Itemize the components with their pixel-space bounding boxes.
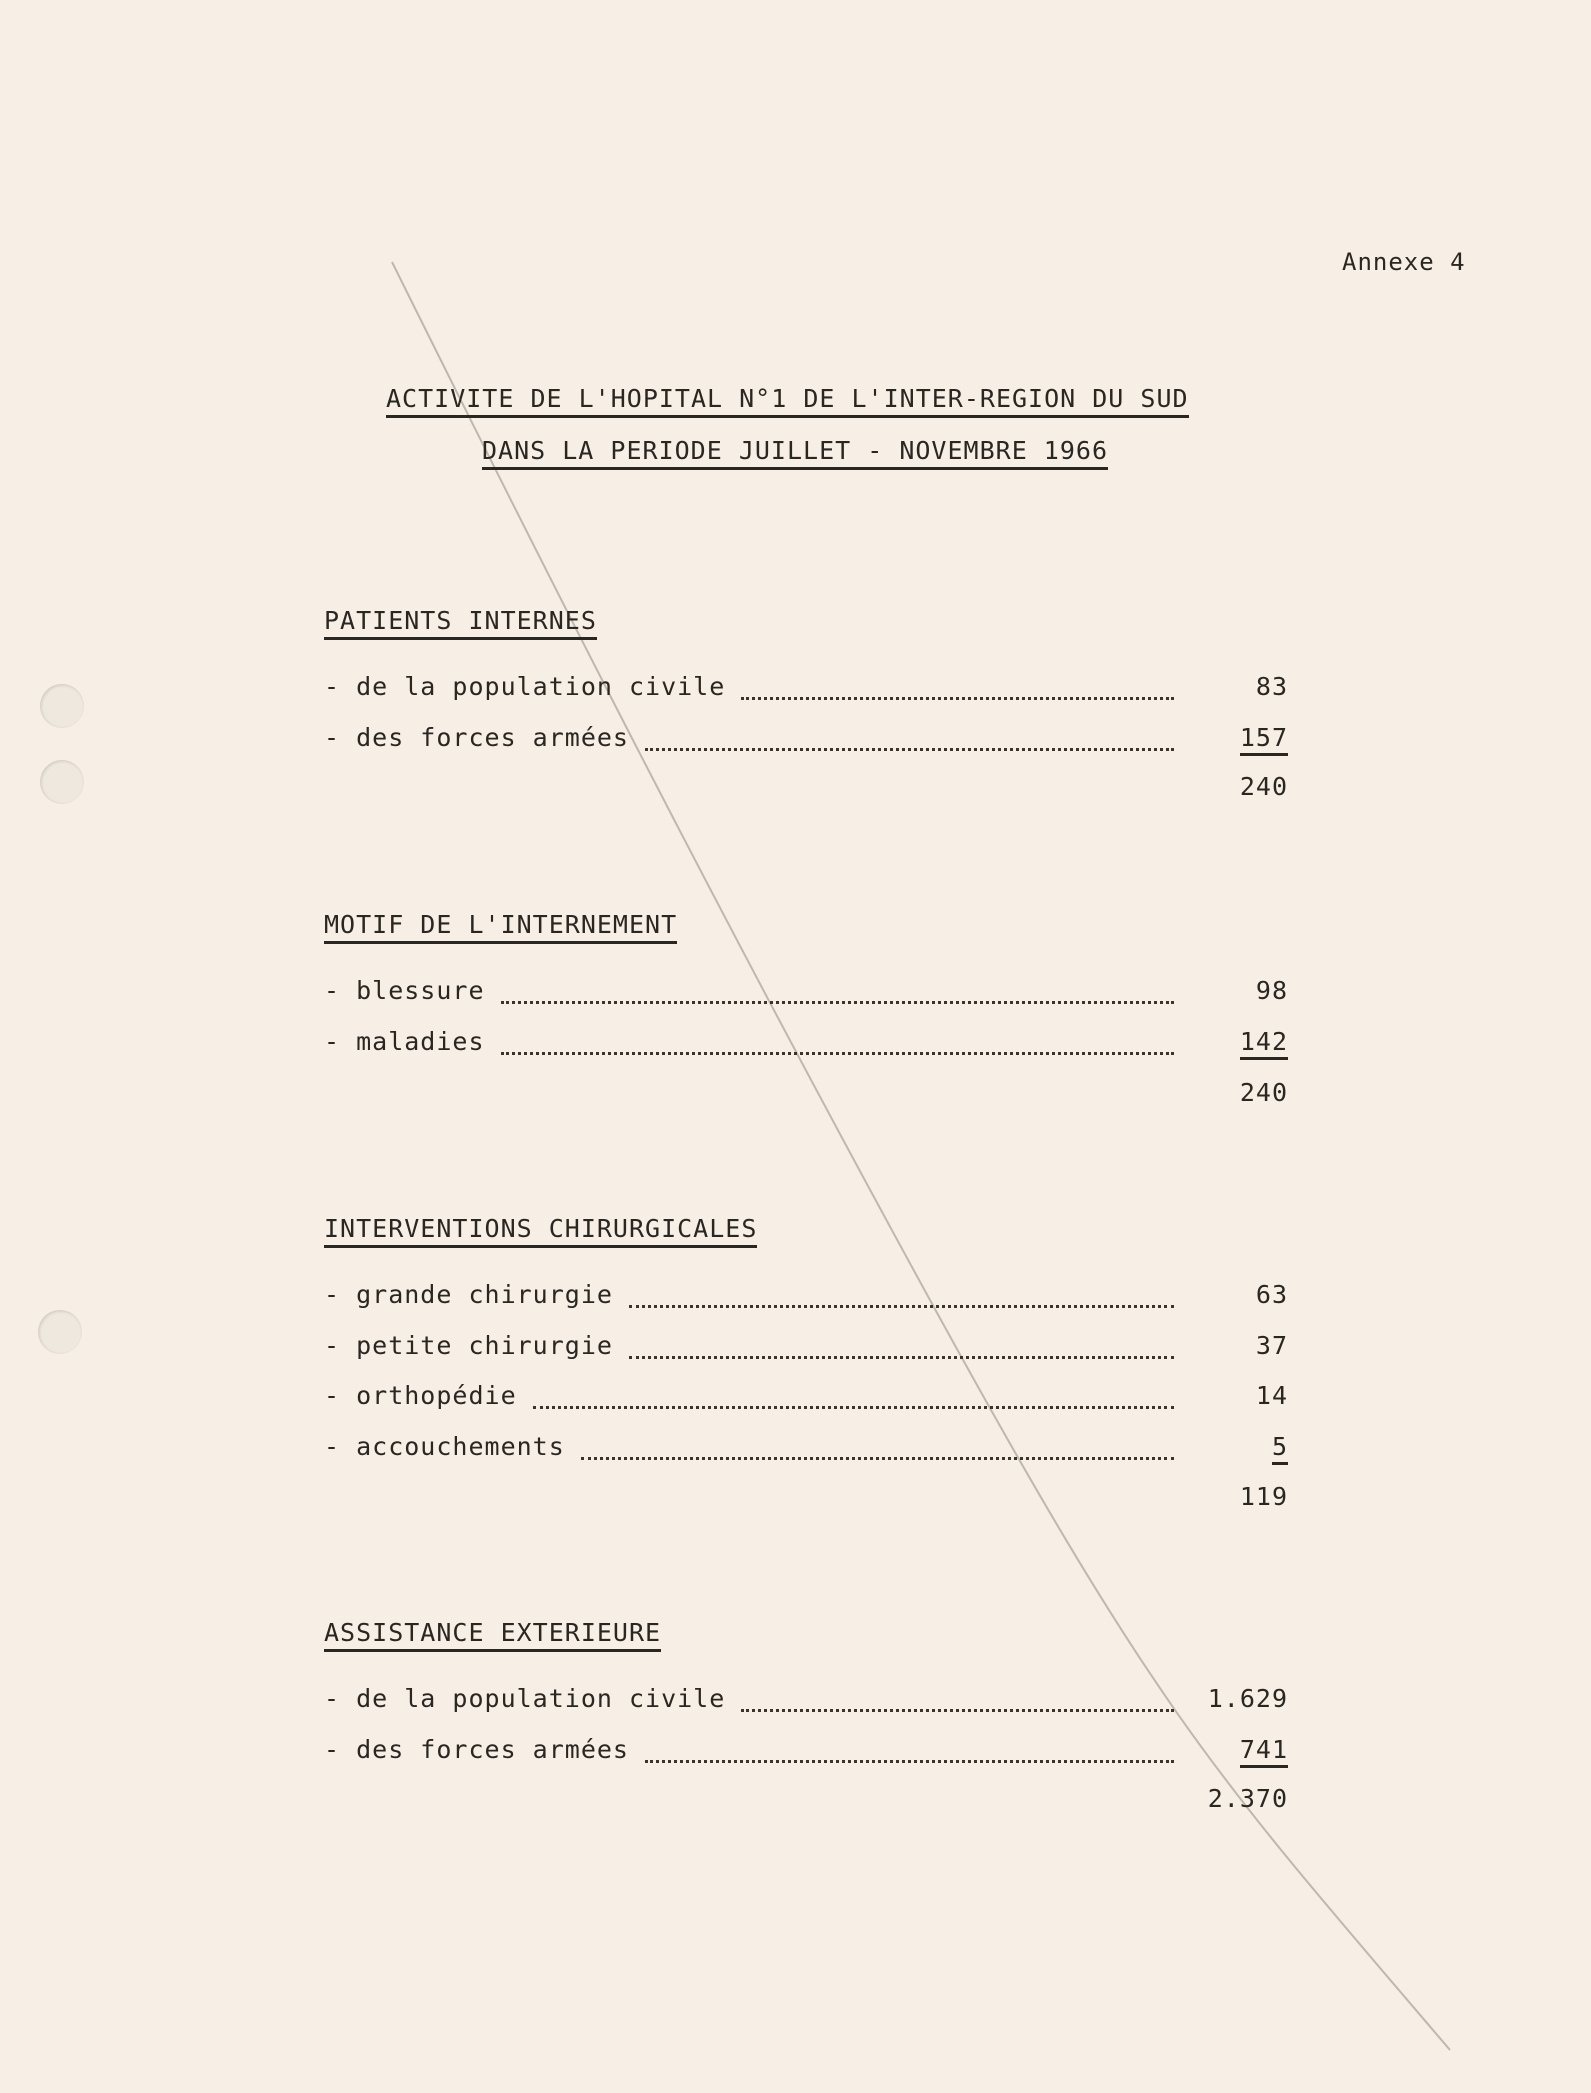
row-label: - orthopédie — [324, 1381, 517, 1410]
row-value: 14 — [1255, 1381, 1288, 1410]
annex-label: Annexe 4 — [1342, 248, 1466, 276]
list-item — [324, 1684, 1176, 1718]
dot-leader — [645, 1759, 1174, 1763]
section-heading-motif: MOTIF DE L'INTERNEMENT — [324, 910, 677, 944]
section-total: 240 — [1239, 772, 1288, 801]
section-total: 240 — [1239, 1078, 1288, 1107]
section-total: 119 — [1239, 1482, 1288, 1511]
row-value-text: 142 — [1240, 1027, 1288, 1060]
row-label: - des forces armées — [324, 1735, 629, 1764]
list-item — [324, 1331, 1176, 1365]
section-total: 2.370 — [1207, 1784, 1288, 1813]
dot-leader — [533, 1405, 1174, 1409]
row-value — [1168, 1027, 1288, 1056]
row-value — [1168, 1432, 1288, 1461]
row-value: 37 — [1255, 1331, 1288, 1360]
list-item — [324, 976, 1176, 1010]
row-value: 1.629 — [1207, 1684, 1288, 1713]
list-item — [324, 1027, 1176, 1061]
list-item — [324, 672, 1176, 706]
row-value: 83 — [1255, 672, 1288, 701]
list-item — [324, 1280, 1176, 1314]
row-label: - petite chirurgie — [324, 1331, 613, 1360]
dot-leader — [581, 1456, 1174, 1460]
row-label: - blessure — [324, 976, 485, 1005]
row-value: 63 — [1255, 1280, 1288, 1309]
row-label: - de la population civile — [324, 1684, 726, 1713]
row-value: 98 — [1255, 976, 1288, 1005]
row-value — [1168, 723, 1288, 752]
row-label: - de la population civile — [324, 672, 726, 701]
row-value — [1168, 1735, 1288, 1764]
document-title-line2: DANS LA PERIODE JUILLET - NOVEMBRE 1966 — [482, 436, 1108, 470]
row-label: - accouchements — [324, 1432, 565, 1461]
row-value-text: 5 — [1272, 1432, 1288, 1465]
list-item — [324, 1381, 1176, 1415]
document-title-line1: ACTIVITE DE L'HOPITAL N°1 DE L'INTER-REGION DU SUD — [386, 384, 1189, 418]
list-item — [324, 1735, 1176, 1769]
row-value-text: 741 — [1240, 1735, 1288, 1768]
dot-leader — [741, 1708, 1174, 1712]
list-item — [324, 723, 1176, 757]
row-label: - des forces armées — [324, 723, 629, 752]
section-heading-patients-internes: PATIENTS INTERNES — [324, 606, 597, 640]
dot-leader — [741, 696, 1174, 700]
row-label: - grande chirurgie — [324, 1280, 613, 1309]
dot-leader — [629, 1304, 1174, 1308]
list-item — [324, 1432, 1176, 1466]
section-heading-interventions: INTERVENTIONS CHIRURGICALES — [324, 1214, 757, 1248]
row-value-text: 157 — [1240, 723, 1288, 756]
dot-leader — [645, 747, 1174, 751]
dot-leader — [501, 1000, 1174, 1004]
section-heading-assistance: ASSISTANCE EXTERIEURE — [324, 1618, 661, 1652]
row-label: - maladies — [324, 1027, 485, 1056]
dot-leader — [629, 1355, 1174, 1359]
dot-leader — [501, 1051, 1174, 1055]
